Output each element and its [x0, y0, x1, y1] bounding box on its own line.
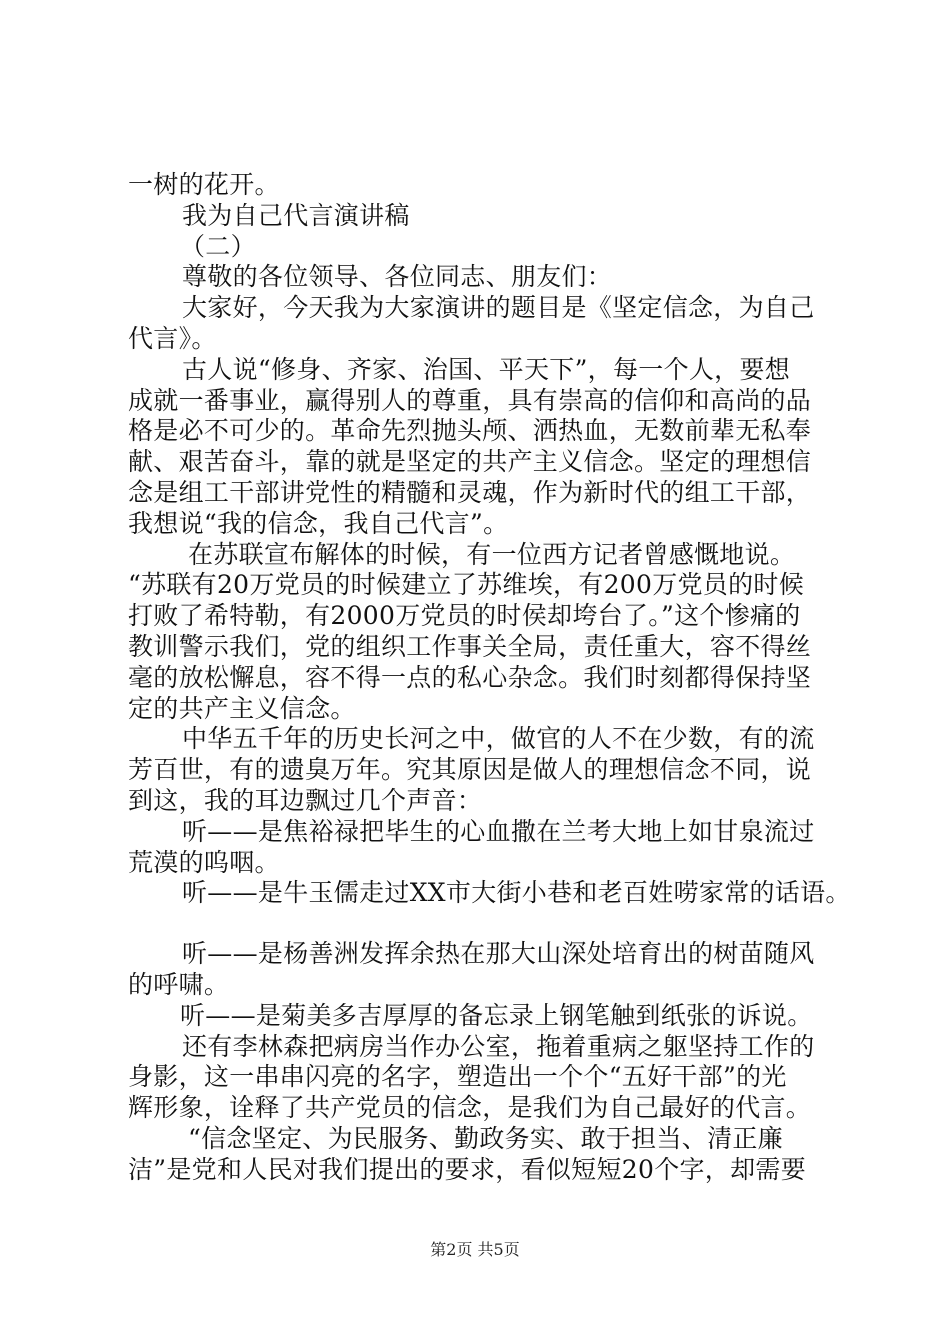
text-line: 我想说“我的信念，我自己代言”。 [128, 508, 509, 538]
text-line: 的呼啸。 [128, 969, 230, 999]
text-line: 定的共产主义信念。 [128, 693, 356, 723]
text-line: 荒漠的呜咽。 [128, 847, 280, 877]
text-line: “苏联有20万党员的时候建立了苏维埃，有200万党员的时候 [128, 570, 805, 600]
section-number: （二） [180, 231, 256, 261]
page-footer: 第2页 共5页 [430, 1240, 520, 1259]
text-line: 听——是杨善洲发挥余热在那大山深处培育出的树苗随风 [182, 939, 815, 969]
text-line: 一树的花开。 [128, 170, 280, 199]
text-line: 辉形象，诠释了共产党员的信念，是我们为自己最好的代言。 [128, 1093, 812, 1123]
text-line: 成就一番事业，赢得别人的尊重，具有崇高的信仰和高尚的品 [128, 385, 812, 415]
text-line: 古人说“修身、齐家、治国、平天下”，每一个人，要想 [182, 354, 791, 384]
text-line: 教训警示我们，党的组织工作事关全局，责任重大，容不得丝 [128, 631, 812, 661]
document-body [128, 170, 858, 1186]
text-line: 身影，这一串串闪亮的名字，塑造出一个个“五好干部”的光 [128, 1062, 787, 1092]
text-line: 格是必不可少的。革命先烈抛头颅、洒热血，无数前辈无私奉 [128, 416, 812, 446]
text-line: 芳百世，有的遗臭万年。究其原因是做人的理想信念不同，说 [128, 755, 812, 785]
section-title: 我为自己代言演讲稿 [182, 200, 410, 230]
text-line: 毫的放松懈息，容不得一点的私心杂念。我们时刻都得保持坚 [128, 662, 812, 692]
text-line: 在苏联宣布解体的时候，有一位西方记者曾感慨地说。 [188, 539, 796, 569]
text-line: 献、艰苦奋斗，靠的就是坚定的共产主义信念。坚定的理想信 [128, 447, 812, 477]
text-line: 打败了希特勒，有2000万党员的时侯却垮台了。”这个惨痛的 [128, 601, 801, 631]
text-line: 中华五千年的历史长河之中，做官的人不在少数，有的流 [182, 724, 815, 754]
text-line: 到这，我的耳边飘过几个声音： [128, 785, 483, 815]
text-line: 还有李林森把病房当作办公室，拖着重病之躯坚持工作的 [182, 1031, 815, 1061]
text-line: “信念坚定、为民服务、勤政务实、敢于担当、清正廉 [188, 1123, 783, 1153]
text-line: 听——是焦裕禄把毕生的心血撒在兰考大地上如甘泉流过 [182, 816, 815, 846]
text-line: 大家好，今天我为大家演讲的题目是《坚定信念，为自己 [182, 293, 815, 323]
text-line: 代言》。 [128, 323, 217, 353]
text-line: 听——是牛玉儒走过XX市大街小巷和老百姓唠家常的话语。 [182, 878, 851, 908]
blank-line [128, 909, 858, 939]
text-line: 念是组工干部讲党性的精髓和灵魂，作为新时代的组工干部， [128, 477, 812, 507]
text-line: 洁”是党和人民对我们提出的要求，看似短短20个字，却需要 [128, 1154, 806, 1184]
salutation: 尊敬的各位领导、各位同志、朋友们： [182, 262, 613, 292]
text-line: 听——是菊美多吉厚厚的备忘录上钢笔触到纸张的诉说。 [180, 1000, 813, 1030]
